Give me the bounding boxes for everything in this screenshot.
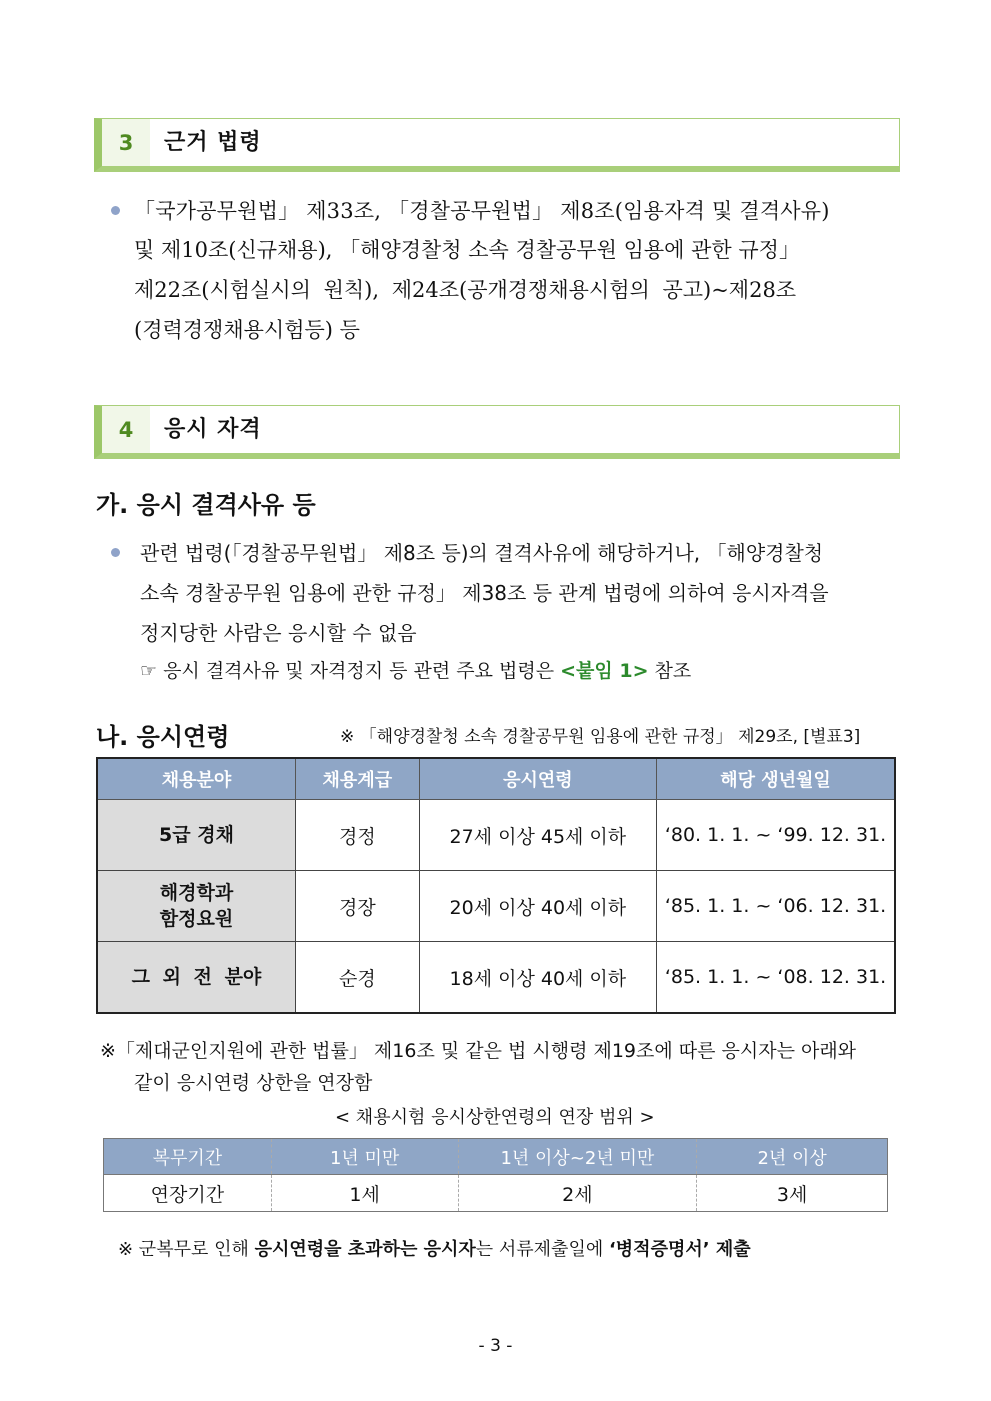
final-note-bold-1: 응시연령을 초과하는 응시자 xyxy=(254,1239,476,1260)
table-row xyxy=(97,942,895,1014)
extension-table xyxy=(103,1138,888,1212)
table-header-row xyxy=(104,1139,888,1175)
age-table xyxy=(96,757,896,1014)
final-note-middle: 는 서류제출일에 xyxy=(475,1239,609,1260)
field-cell: 그 외 전 분야 xyxy=(97,942,295,1014)
birth-cell: ‘80. 1. 1. ~ ‘99. 12. 31. xyxy=(657,800,895,871)
column-header: 복무기간 xyxy=(104,1139,272,1175)
column-header: 1년 미만 xyxy=(271,1139,458,1175)
final-note-bold-2: ‘병적증명서’ 제출 xyxy=(608,1239,751,1260)
field-cell: 해경학과 함정요원 xyxy=(97,871,295,942)
section-title: 응시 자격 xyxy=(164,417,262,442)
section-header-4 xyxy=(94,405,900,459)
law-line-2: 및 제10조(신규채용), 「해양경찰청 소속 경찰공무원 임용에 관한 규정」 xyxy=(134,238,800,262)
law-line-1: 「국가공무원법」 제33조, 「경찰공무원법」 제8조(임용자격 및 결격사유) xyxy=(134,199,830,223)
disq-line-1: 관련 법령(「경찰공무원법」 제8조 등)의 결격사유에 해당하거나, 「해양경찰청 xyxy=(140,541,824,565)
military-note-line-2: 같이 응시연령 상한을 연장함 xyxy=(134,1072,373,1094)
table-row xyxy=(104,1175,888,1212)
age-cell: 18세 이상 40세 이하 xyxy=(419,942,656,1014)
age-cell: 20세 이상 40세 이하 xyxy=(419,871,656,942)
field-cell: 5급 경채 xyxy=(97,800,295,871)
column-header: 응시연령 xyxy=(419,758,656,800)
extension-cell: 1세 xyxy=(271,1175,458,1212)
table-row xyxy=(97,800,895,871)
birth-cell: ‘85. 1. 1. ~ ‘08. 12. 31. xyxy=(657,942,895,1014)
section-title: 근거 법령 xyxy=(164,130,262,155)
attachment-ref: <붙임 1> xyxy=(560,660,649,682)
bullet-icon xyxy=(111,548,120,557)
disq-line-2: 소속 경찰공무원 임용에 관한 규정」 제38조 등 관계 법령에 의하여 응시자격을 xyxy=(140,581,829,605)
row-label: 연장기간 xyxy=(104,1175,272,1212)
reference-note xyxy=(140,656,691,683)
rank-cell: 경정 xyxy=(295,800,419,871)
table-row xyxy=(97,871,895,942)
age-source-note: ※ 「해양경찰청 소속 경찰공무원 임용에 관한 규정」 제29조, [별표3] xyxy=(340,727,861,747)
section-number: 4 xyxy=(102,406,150,453)
ext-table-caption: < 채용시험 응시상한연령의 연장 범위 > xyxy=(335,1107,655,1128)
rank-cell: 순경 xyxy=(295,942,419,1014)
reference-prefix: ☞ 응시 결격사유 및 자격정지 등 관련 주요 법령은 xyxy=(140,660,561,682)
column-header: 채용분야 xyxy=(97,758,295,800)
reference-suffix: 참조 xyxy=(648,660,692,682)
disq-line-3: 정지당한 사람은 응시할 수 없음 xyxy=(140,621,417,645)
page-number: - 3 - xyxy=(478,1336,513,1356)
section-number: 3 xyxy=(102,119,150,166)
birth-cell: ‘85. 1. 1. ~ ‘06. 12. 31. xyxy=(657,871,895,942)
extension-cell: 3세 xyxy=(776,1183,808,1206)
column-header: 2년 이상 xyxy=(697,1139,888,1175)
law-line-3: 제22조(시험실시의 원칙), 제24조(공개경쟁채용시험의 공고)~제28조 xyxy=(134,278,797,302)
law-line-4: (경력경쟁채용시험등) 등 xyxy=(134,318,360,342)
sub-heading-age: 나. 응시연령 xyxy=(96,723,230,751)
column-header: 1년 이상~2년 미만 xyxy=(458,1139,697,1175)
section-header-3 xyxy=(94,118,900,172)
extension-cell: 2세 xyxy=(458,1175,697,1212)
sub-heading-disqualification: 가. 응시 결격사유 등 xyxy=(96,491,316,519)
rank-cell: 경장 xyxy=(295,871,419,942)
final-note xyxy=(118,1235,751,1261)
column-header: 해당 생년월일 xyxy=(657,758,895,800)
bullet-icon xyxy=(111,206,120,215)
age-cell: 27세 이상 45세 이하 xyxy=(419,800,656,871)
column-header: 채용계급 xyxy=(295,758,419,800)
military-note-line-1: ※「제대군인지원에 관한 법률」 제16조 및 같은 법 시행령 제19조에 따른 응시자는 아래와 xyxy=(100,1040,857,1062)
table-header-row xyxy=(97,758,895,800)
final-note-prefix: ※ 군복무로 인해 xyxy=(118,1239,255,1260)
